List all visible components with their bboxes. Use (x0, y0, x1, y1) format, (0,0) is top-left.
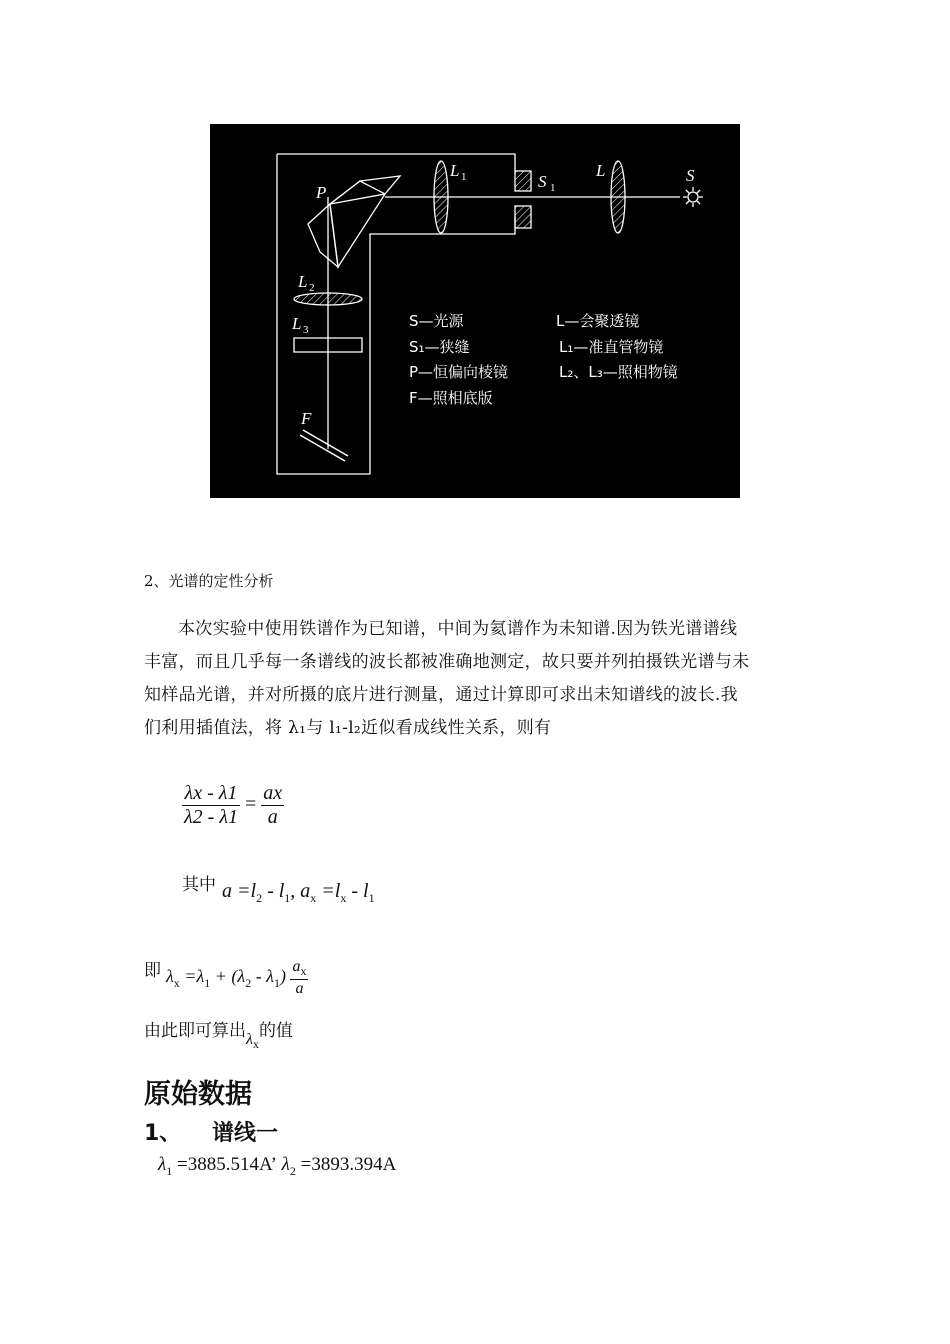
legend-P: P—恒偏向棱镜 (409, 363, 509, 381)
result-after: 的值 (258, 1021, 293, 1041)
lambda2-value: =3893.394 (300, 1154, 383, 1175)
label-L2: L (298, 272, 308, 291)
fraction-lhs (182, 782, 240, 829)
lhs-denominator: λ2 - λ1 (184, 806, 238, 828)
where-label: 其中 (182, 875, 216, 895)
lhs-numerator: λx - λ1 (182, 782, 240, 806)
legend-F: F—照相底版 (409, 389, 493, 407)
unit-angstrom-2: A (382, 1154, 397, 1175)
wavelength-values: $\lambda_1 =3885.514A$’ $\lambda_2 =3893.394A$ (158, 1154, 397, 1178)
section-heading: 2、光谱的定性分析 (144, 572, 274, 590)
paragraph-line: 丰富，而且几乎每一条谱线的波长都被准确地测定，故只要并列拍摄铁光谱与未 (144, 652, 750, 672)
result-before: 由此即可算出 (144, 1021, 246, 1041)
label-L: L (596, 161, 606, 180)
label-L1: L (450, 161, 460, 180)
legend-S1: S₁—狭缝 (409, 338, 470, 356)
body-paragraph (144, 613, 814, 745)
separator: ’ (270, 1154, 277, 1175)
label-L3-sub: 3 (303, 324, 309, 336)
label-S: S (686, 166, 695, 185)
result-sentence: 由此即可算出$\lambda_x$的值 (144, 1021, 293, 1052)
label-P: P (316, 183, 327, 202)
subheading-text: 谱线一 (212, 1121, 279, 1146)
light-source-icon (683, 187, 703, 207)
label-F: F (301, 409, 312, 428)
equation-definitions: $a =l_2 - l_1$, $a_x =l_x - l_1$ (222, 880, 375, 905)
legend-L: L—会聚透镜 (556, 312, 640, 330)
legend-L2-L3: L₂、L₃—照相物镜 (559, 363, 678, 381)
lambda1-value: =3885.514 (176, 1154, 259, 1175)
ie-label: 即 (144, 961, 161, 981)
fraction-rhs (261, 782, 284, 829)
label-S1-sub: 1 (550, 182, 556, 194)
paragraph-line: 知样品光谱，并对所摄的底片进行测量，通过计算即可求出未知谱线的波长.我 (144, 685, 738, 705)
spectrograph-schematic (210, 124, 740, 498)
label-S1: S (538, 172, 547, 191)
unit-angstrom-1: A (258, 1154, 271, 1175)
legend-L1: L₁—准直管物镜 (559, 338, 664, 356)
equation-result: $\lambda_x =\lambda_1 + (\lambda_2 - \lambda_1)$ $\frac{a_x}{a}$ (166, 958, 307, 998)
label-L2-sub: 2 (309, 282, 315, 294)
rhs-denominator: a (267, 806, 278, 828)
paragraph-line: 本次实验中使用铁谱作为已知谱，中间为氦谱作为未知谱.因为铁光谱谱线 (178, 619, 738, 639)
paragraph-line: 们利用插值法，将 λ₁与 l₁-l₂近似看成线性关系，则有 (144, 718, 552, 738)
label-L1-sub: 1 (461, 171, 467, 183)
label-L3: L (292, 314, 302, 333)
rhs-numerator: ax (263, 782, 283, 804)
subheading-number: 1、 (144, 1121, 182, 1146)
raw-data-heading: 原始数据 (144, 1079, 252, 1110)
legend-S: S—光源 (409, 312, 464, 330)
spectrograph-diagram (210, 124, 740, 498)
equation-interpolation: $\frac{\lambda x - \lambda 1}{\lambda 2 - \lambda 1}$ = $\frac{ax}{a}$ (184, 782, 283, 828)
